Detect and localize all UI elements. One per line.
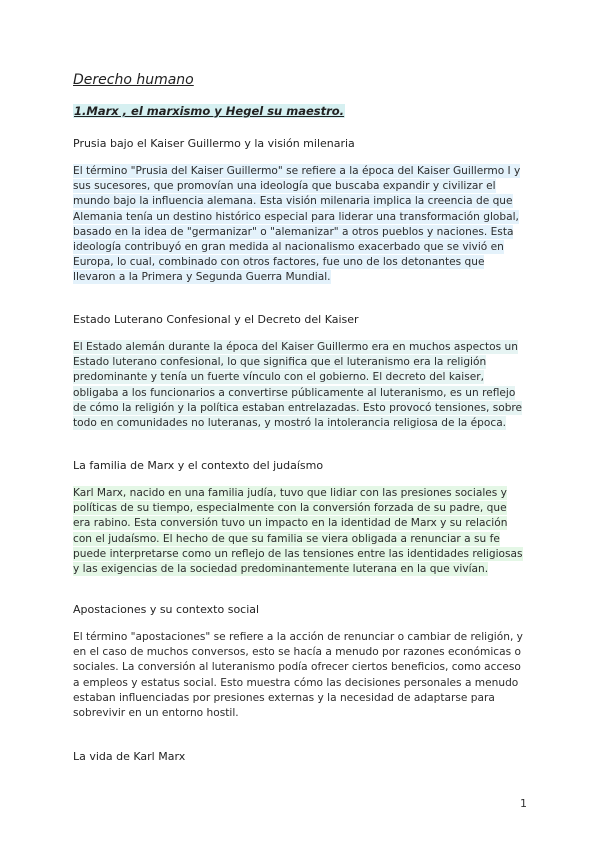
page-number: 1 <box>520 797 527 810</box>
paragraph-text: Karl Marx, nacido en una familia judía, tuvo que lidiar con las presiones sociales y políticas de su tiempo, especialmente con la conversión forzada de su padre, que era rabino. Esta conversión tuvo un impacto en la identidad de Marx y su relación con el judaísmo. El hecho de que su familia se viera obligada a renunciar a su fe puede interpretarse como un reflejo de las tensiones entre las identidades religiosas y las exigencias de la sociedad predominantemente luterana en la que vivían. <box>73 487 523 576</box>
document-title: Derecho humano <box>73 72 194 88</box>
paragraph-prusia <box>73 164 525 286</box>
paragraph-familia-marx <box>73 486 525 577</box>
section-heading-familia-marx: La familia de Marx y el contexto del judaísmo <box>73 459 324 472</box>
section-heading-estado-luterano: Estado Luterano Confesional y el Decreto del Kaiser <box>73 313 359 326</box>
section-heading-apostaciones: Apostaciones y su contexto social <box>73 603 260 616</box>
paragraph-text: El término "Prusia del Kaiser Guillermo" se refiere a la época del Kaiser Guillermo I y sus sucesores, que promovían una ideología que buscaba expandir y civilizar el mundo bajo la influencia alemana. Esta visión milenaria implica la creencia de que Alemania tenía un destino histórico especial para liderar una transformación global, basado en la idea de "germanizar" o "alemanizar" a otros pueblos y naciones. Esta ideología contribuyó en gran medida al nacionalismo exacerbado que se vivió en Europa, lo cual, combinado con otros factores, fue uno de los detonantes que llevaron a la Primera y Segunda Guerra Mundial. <box>73 165 521 284</box>
paragraph-text: El término "apostaciones" se refiere a la acción de renunciar o cambiar de religión, y en el caso de muchos conversos, esto se hacía a menudo por razones económicas o sociales. La conversión al luteranismo podía ofrecer ciertos beneficios, como acceso a empleos y estatus social. Esto muestra cómo las decisiones personales a menudo estaban influenciadas por presiones externas y la necesidad de adaptarse para sobrevivir en un entorno hostil. <box>73 631 523 720</box>
paragraph-text: El Estado alemán durante la época del Kaiser Guillermo era en muchos aspectos un Estado luterano confesional, lo que significa que el luteranismo era la religión predominante y tenía un fuerte vínculo con el gobierno. El decreto del kaiser, obligaba a los funcionarios a convertirse públicamente al luteranismo, es un reflejo de cómo la religión y la política estaban entrelazadas. Esto provocó tensiones, sobre todo en comunidades no luteranas, y mostró la intolerancia religiosa de la época. <box>73 341 523 430</box>
paragraph-estado-luterano <box>73 340 525 431</box>
section-subtitle: 1.Marx , el marxismo y Hegel su maestro. <box>74 104 345 118</box>
section-heading-vida-marx: La vida de Karl Marx <box>73 750 186 763</box>
section-heading-prusia: Prusia bajo el Kaiser Guillermo y la visión milenaria <box>73 137 355 150</box>
paragraph-apostaciones <box>73 630 525 721</box>
